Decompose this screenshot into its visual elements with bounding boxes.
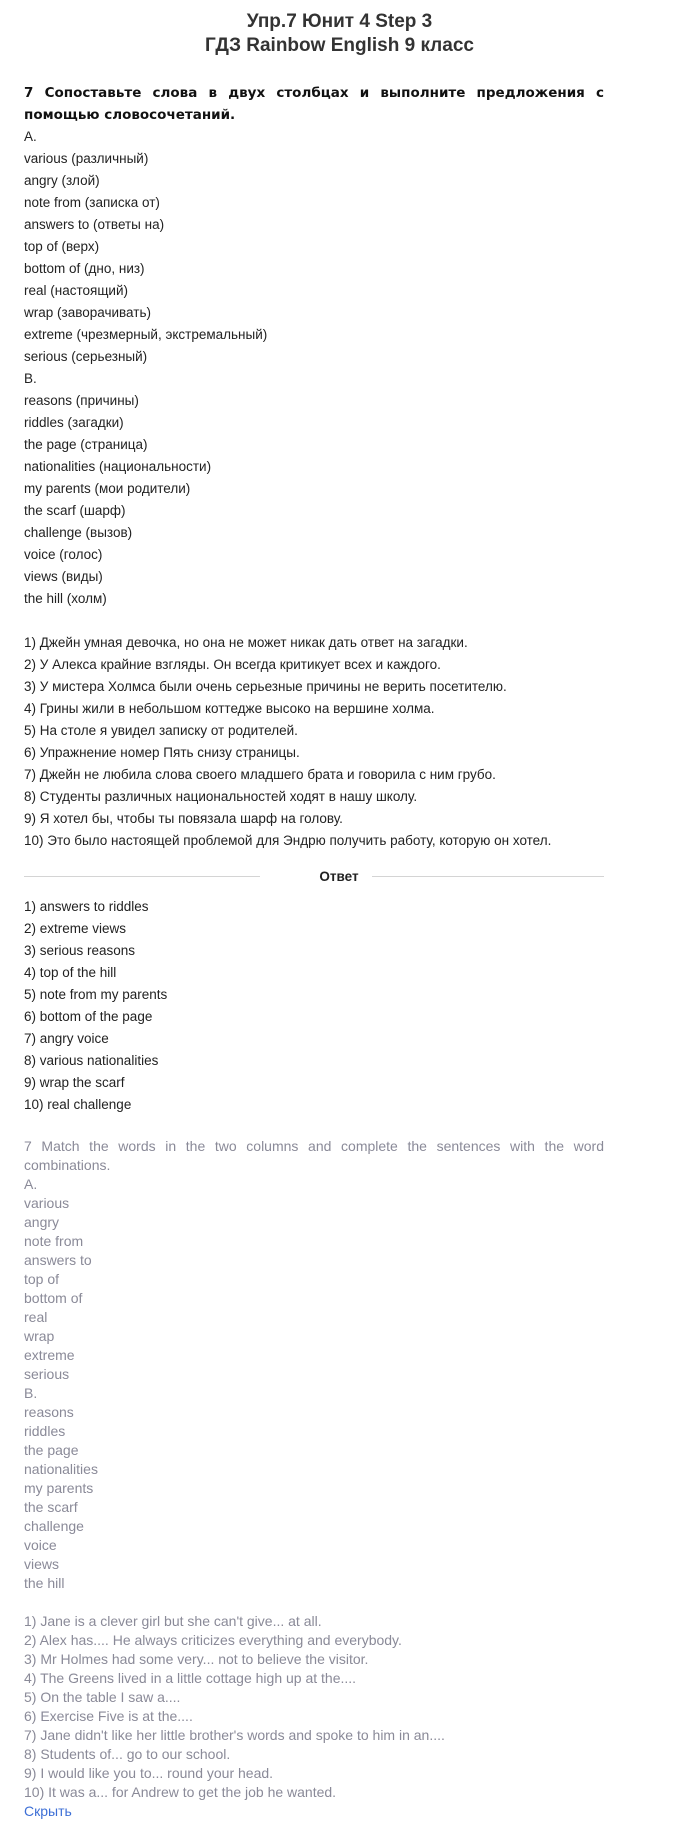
sentence-item: 6) Упражнение номер Пять снизу страницы. xyxy=(24,745,300,760)
sentence-item: 7) Джейн не любила слова своего младшего брата и говорила с ним грубо. xyxy=(24,767,496,782)
list-item: serious xyxy=(24,1366,70,1382)
list-item: my parents xyxy=(24,1480,94,1496)
sentence-item: 9) I would like you to... round your head. xyxy=(24,1765,274,1781)
sentence-item: 3) У мистера Холмса были очень серьезные причины не верить посетителю. xyxy=(24,679,507,694)
list-item: note from xyxy=(24,1233,84,1249)
list-item: voice (голос) xyxy=(24,547,103,562)
answer-item: 9) wrap the scarf xyxy=(24,1075,125,1090)
list-item: serious (серьезный) xyxy=(24,349,148,364)
list-item: views (виды) xyxy=(24,569,103,584)
page-title xyxy=(0,10,679,58)
sentence-item: 8) Студенты различных национальностей ходят в нашу школу. xyxy=(24,789,418,804)
spacer xyxy=(24,1593,604,1612)
sentence-item: 10) It was a... for Andrew to get the job he wanted. xyxy=(24,1784,337,1800)
list-item: note from (записка от) xyxy=(24,195,160,210)
sentence-item: 4) The Greens lived in a little cottage high up at the.... xyxy=(24,1670,357,1686)
list-item: the hill xyxy=(24,1575,65,1591)
list-item: real (настоящий) xyxy=(24,283,129,298)
answer-list xyxy=(24,896,604,1116)
list-item: the hill (холм) xyxy=(24,591,107,606)
divider-line-right xyxy=(372,876,604,877)
list-item: wrap (заворачивать) xyxy=(24,305,151,320)
answer-item: 4) top of the hill xyxy=(24,965,117,980)
divider-line-left xyxy=(24,876,260,877)
sentence-item: 3) Mr Holmes had some very... not to believe the visitor. xyxy=(24,1651,369,1667)
answer-item: 7) angry voice xyxy=(24,1031,109,1046)
task-instruction-ru: 7 Сопоставьте слова в двух столбцах и выполните предложения с помощью словосочетаний. xyxy=(24,85,604,123)
answer-item: 3) serious reasons xyxy=(24,943,136,958)
list-item: challenge (вызов) xyxy=(24,525,133,540)
page-title-line-2: ГДЗ Rainbow English 9 класс xyxy=(205,35,474,56)
list-item: voice xyxy=(24,1537,57,1553)
list-item: riddles xyxy=(24,1423,66,1439)
list-item: answers to xyxy=(24,1252,92,1268)
task-instruction-en: 7 Match the words in the two columns and complete the sentences with the word combinations. xyxy=(24,1138,604,1173)
sentence-item: 8) Students of... go to our school. xyxy=(24,1746,231,1762)
list-item: extreme xyxy=(24,1347,75,1363)
hide-link[interactable]: Скрыть xyxy=(24,1803,72,1819)
task-russian xyxy=(24,82,604,852)
list-item: angry (злой) xyxy=(24,173,100,188)
sentence-item: 10) Это было настоящей проблемой для Эндрю получить работу, которую он хотел. xyxy=(24,833,552,848)
list-item: riddles (загадки) xyxy=(24,415,124,430)
column-b-label-en: B. xyxy=(24,1385,38,1401)
sentence-item: 2) У Алекса крайние взгляды. Он всегда критикует всех и каждого. xyxy=(24,657,441,672)
answer-divider xyxy=(24,865,604,889)
column-a-label-en: A. xyxy=(24,1176,38,1192)
list-item: reasons (причины) xyxy=(24,393,139,408)
sentence-item: 5) На столе я увидел записку от родителей. xyxy=(24,723,298,738)
list-item: the page xyxy=(24,1442,79,1458)
sentence-item: 6) Exercise Five is at the.... xyxy=(24,1708,193,1724)
list-item: challenge xyxy=(24,1518,84,1534)
sentences-list-en xyxy=(24,1612,604,1802)
sentences-list-ru xyxy=(24,632,604,852)
answer-item: 2) extreme views xyxy=(24,921,127,936)
list-item: top of xyxy=(24,1271,60,1287)
answer-item: 10) real challenge xyxy=(24,1097,132,1112)
answer-item: 8) various nationalities xyxy=(24,1053,159,1068)
page-title-line-1: Упр.7 Юнит 4 Step 3 xyxy=(246,11,433,32)
list-item: top of (верх) xyxy=(24,239,100,254)
list-item: bottom of (дно, низ) xyxy=(24,261,145,276)
answer-heading: Ответ xyxy=(319,869,359,884)
list-item: answers to (ответы на) xyxy=(24,217,165,232)
list-item: nationalities xyxy=(24,1461,98,1477)
spacer xyxy=(24,610,604,632)
list-item: the page (страница) xyxy=(24,437,148,452)
column-b-list-ru xyxy=(24,390,604,610)
list-item: extreme (чрезмерный, экстремальный) xyxy=(24,327,268,342)
list-item: reasons xyxy=(24,1404,74,1420)
list-item: the scarf (шарф) xyxy=(24,503,126,518)
sentence-item: 1) Jane is a clever girl but she can't give... at all. xyxy=(24,1613,322,1629)
answer-item: 1) answers to riddles xyxy=(24,899,149,914)
list-item: the scarf xyxy=(24,1499,78,1515)
list-item: wrap xyxy=(24,1328,55,1344)
column-a-label-ru: A. xyxy=(24,129,37,144)
list-item: various xyxy=(24,1195,70,1211)
column-a-list-ru xyxy=(24,148,604,368)
column-b-label-ru: B. xyxy=(24,371,37,386)
column-a-list-en xyxy=(24,1194,604,1384)
column-b-list-en xyxy=(24,1403,604,1593)
answer-item: 6) bottom of the page xyxy=(24,1009,153,1024)
list-item: angry xyxy=(24,1214,60,1230)
answer-item: 5) note from my parents xyxy=(24,987,168,1002)
list-item: views xyxy=(24,1556,60,1572)
sentence-item: 1) Джейн умная девочка, но она не может никак дать ответ на загадки. xyxy=(24,635,468,650)
sentence-item: 5) On the table I saw a.... xyxy=(24,1689,181,1705)
sentence-item: 4) Грины жили в небольшом коттедже высоко на вершине холма. xyxy=(24,701,435,716)
list-item: bottom of xyxy=(24,1290,83,1306)
sentence-item: 7) Jane didn't like her little brother's words and spoke to him in an.... xyxy=(24,1727,445,1743)
list-item: nationalities (национальности) xyxy=(24,459,212,474)
task-english xyxy=(24,1137,604,1821)
sentence-item: 2) Alex has.... He always criticizes everything and everybody. xyxy=(24,1632,402,1648)
list-item: various (различный) xyxy=(24,151,149,166)
list-item: my parents (мои родители) xyxy=(24,481,191,496)
sentence-item: 9) Я хотел бы, чтобы ты повязала шарф на голову. xyxy=(24,811,343,826)
list-item: real xyxy=(24,1309,48,1325)
